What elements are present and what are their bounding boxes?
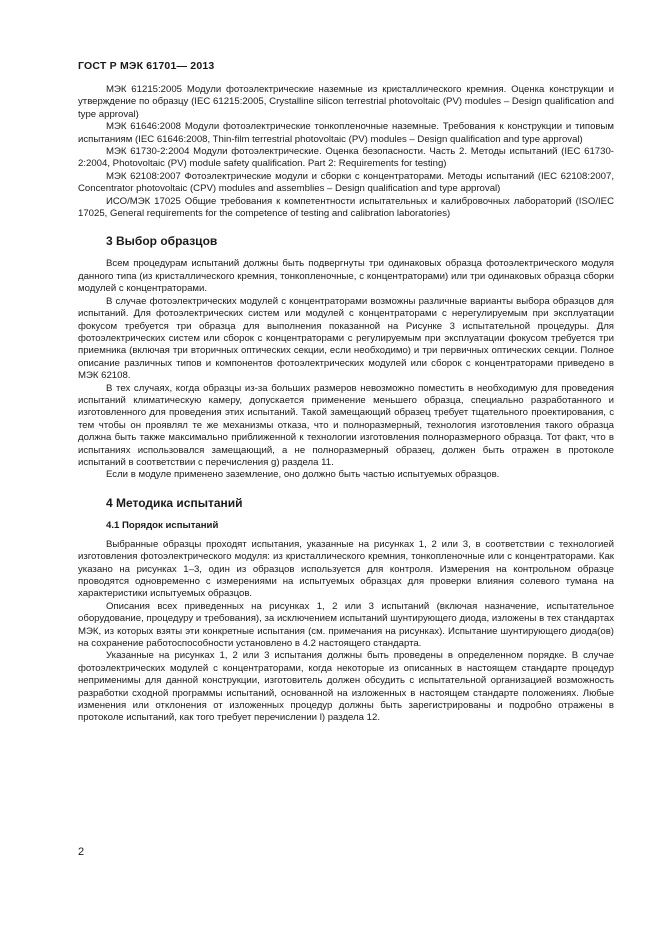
- paragraph: В тех случаях, когда образцы из-за больших размеров невозможно поместить в необходимую для проведения испытаний климатическую камеру, допускается применение меньшего образца, специально разработанного и изготовленного для проведения этих испытаний. Такой замещающий образец требует тщательного проектирования, с тем чтобы он проявлял те же механизмы отказа, что и полноразмерный, технология изготовления такого образца должна быть также максимально приближенной к технологии изготовления полноразмерного образца. Тот факт, что в испытаниях использовался замещающий, а не полноразмерный образец, должен быть отражен в протоколе испытаний в соответствии с перечисления g) раздела 11.: [78, 382, 614, 468]
- page-content: [78, 84, 614, 725]
- page-number: 2: [78, 846, 85, 858]
- paragraph: В случае фотоэлектрических модулей с концентраторами возможны различные варианты выбора образцов для испытаний. Для фотоэлектрических систем или модулей с концентраторами с нерегулируемым при эксплуатации фокусом требуется три образца для выполнения показанной на Рисунке 3 испытательной процедуры. Для фотоэлектрических систем или сборок с концентраторами с регулируемым при эксплуатации фокусом требуется три приемника (включая три вторичных оптических секции, если необходимо) и три первичных оптических секции. Полное описание различных типов и компонентов фотоэлектрических модулей или сборок с концентраторами приведено в МЭК 62108.: [78, 295, 614, 382]
- section-3-heading: 3 Выбор образцов: [106, 234, 218, 249]
- reference-item: МЭК 61730-2:2004 Модули фотоэлектрические. Оценка безопасности. Часть 2. Методы испытаний (IEC 61730-2:2004, Photovoltaic (PV) module safety qualification. Part 2: Requirements for testing): [78, 146, 614, 170]
- reference-item: МЭК 61646:2008 Модули фотоэлектрические тонкопленочные наземные. Требования к конструкции и типовым испытаниям (IEC 61646:2008, Thin-film terrestrial photovoltaic (PV) modules – Design qualification and type approval): [78, 121, 614, 145]
- normative-references-list: [78, 84, 614, 220]
- subsection-4-1-heading: 4.1 Порядок испытаний: [106, 519, 219, 531]
- paragraph: Указанные на рисунках 1, 2 или 3 испытания должны быть проведены в определенном порядке. В случае фотоэлектрических модулей с концентраторами, когда некоторые из описанных в настоящем стандарте процедур неприменимы для данной конструкции, изготовитель должен обсудить с испытательной организацией возможность разработки сходной программы испытаний, основанной на изложенных в настоящем стандарте положениях. Любые изменения или отклонения от изложенных процедур должны быть зарегистрированы и подробно отражены в протоколе испытаний, как того требует перечислении l) раздела 12.: [78, 650, 614, 724]
- paragraph: Если в модуле применено заземление, оно должно быть частью испытуемых образцов.: [106, 469, 500, 481]
- paragraph: Описания всех приведенных на рисунках 1, 2 или 3 испытаний (включая назначение, испытательное оборудование, процедуру и требования), за исключением испытаний шунтирующего диода, изложены в тех стандартах МЭК, из которых взяты эти конкретные испытания (см. примечания на рисунках). Испытание шунтирующего диода(ов) на сохранение работоспособности установлено в 4.2 настоящего стандарта.: [78, 600, 614, 650]
- standard-header: ГОСТ Р МЭК 61701— 2013: [78, 60, 215, 72]
- section-4-heading: 4 Методика испытаний: [106, 495, 243, 510]
- reference-item: МЭК 62108:2007 Фотоэлектрические модули и сборки с концентраторами. Методы испытаний (IEC 62108:2007, Concentrator photovoltaic (CPV) modules and assemblies – Design qualification and type approval): [78, 170, 614, 195]
- reference-item: МЭК 61215:2005 Модули фотоэлектрические наземные из кристаллического кремния. Оценка конструкции и утверждение по образцу (IEC 61215:2005, Crystalline silicon terrestrial photovoltaic (PV) modules – Design qualification and type approval): [78, 84, 614, 120]
- reference-item: ИСО/МЭК 17025 Общие требования к компетентности испытательных и калибровочных лабораторий (ISO/IEC 17025, General requirements for the competence of testing and calibration laboratories): [78, 195, 614, 220]
- paragraph: Всем процедурам испытаний должны быть подвергнуты три одинаковых образца фотоэлектрического модуля данного типа (из кристаллического кремния, тонкопленочные, с концентраторами) или три одинаковых образца сборки модулей с концентраторами.: [78, 258, 614, 295]
- paragraph: Выбранные образцы проходят испытания, указанные на рисунках 1, 2 или 3, в соответствии с технологией изготовления фотоэлектрического модуля: из кристаллического кремния, тонкопленочные или с концентраторами. Как указано на рисунках 1–3, один из образцов используется для контроля. Измерения на контрольном образце проводятся одновременно с измерениями на испытуемых образцах для проверки влияния солевого тумана на характеристики испытуемых образцов.: [78, 538, 614, 600]
